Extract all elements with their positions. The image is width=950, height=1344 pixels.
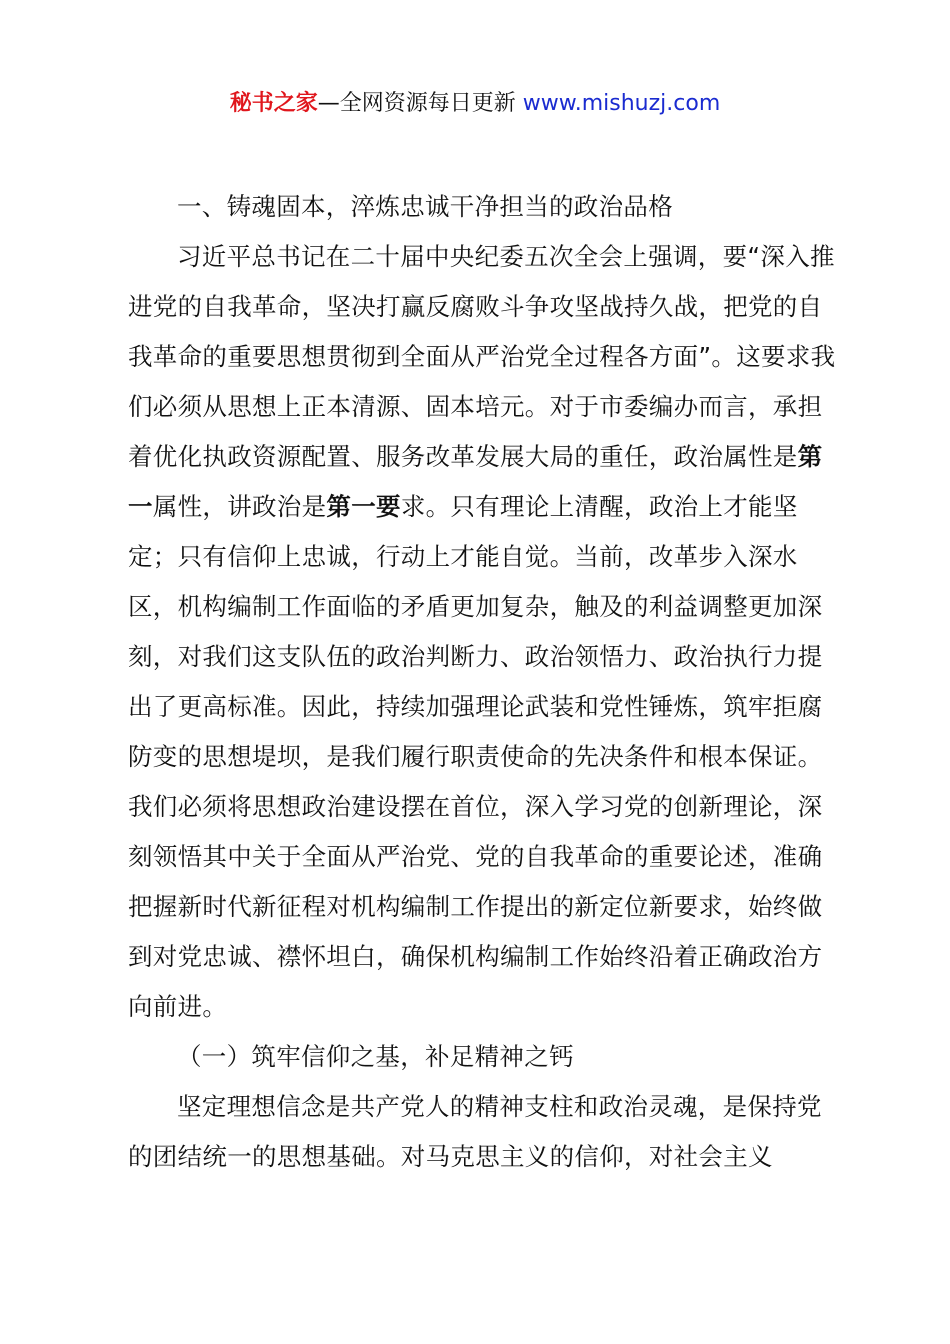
section-heading: 一、铸魂固本，淬炼忠诚干净担当的政治品格 xyxy=(177,192,673,221)
subheading: （一）筑牢信仰之基，补足精神之钙 xyxy=(177,1042,574,1071)
paragraph-2: 坚定理想信念是共产党人的精神支柱和政治灵魂，是保持党的团结统一的思想基础。对马克思主义的信仰，对社会主义 xyxy=(128,1092,822,1171)
paragraph-1-part-2: 属性，讲政治是 xyxy=(152,492,327,521)
paragraph-1-bold-1: 第一 xyxy=(128,442,823,521)
document-body xyxy=(128,182,840,1182)
site-url-link[interactable]: www.mishuzj.com xyxy=(522,91,721,116)
paragraph-1-part-1: 习近平总书记在二十届中央纪委五次全会上强调，要“深入推进党的自我革命，坚决打赢反腐败斗争攻坚战持久战，把党的自我革命的重要思想贯彻到全面从严治党全过程各方面”。这要求我们必须从思想上正本清源、固本培元。对于市委编办而言，承担着优化执政资源配置、服务改革发展大局的重任，政治属性是 xyxy=(128,242,836,471)
site-header xyxy=(0,86,950,122)
site-brand: 秘书之家 xyxy=(229,91,318,116)
site-slogan: —全网资源每日更新 xyxy=(317,91,523,116)
paragraph-1-part-3: 求。只有理论上清醒，政治上才能坚定；只有信仰上忠诚，行动上才能自觉。当前，改革步入深水区，机构编制工作面临的矛盾更加复杂，触及的利益调整更加深刻，对我们这支队伍的政治判断力、政治领悟力、政治执行力提出了更高标准。因此，持续加强理论武装和党性锤炼，筑牢拒腐防变的思想堤坝，是我们履行职责使命的先决条件和根本保证。我们必须将思想政治建设摆在首位，深入学习党的创新理论，深刻领悟其中关于全面从严治党、党的自我革命的重要论述，准确把握新时代新征程对机构编制工作提出的新定位新要求，始终做到对党忠诚、襟怀坦白，确保机构编制工作始终沿着正确政治方向前进。 xyxy=(128,492,823,1021)
paragraph-1 xyxy=(128,232,840,1032)
paragraph-1-bold-2: 第一要 xyxy=(326,492,401,521)
